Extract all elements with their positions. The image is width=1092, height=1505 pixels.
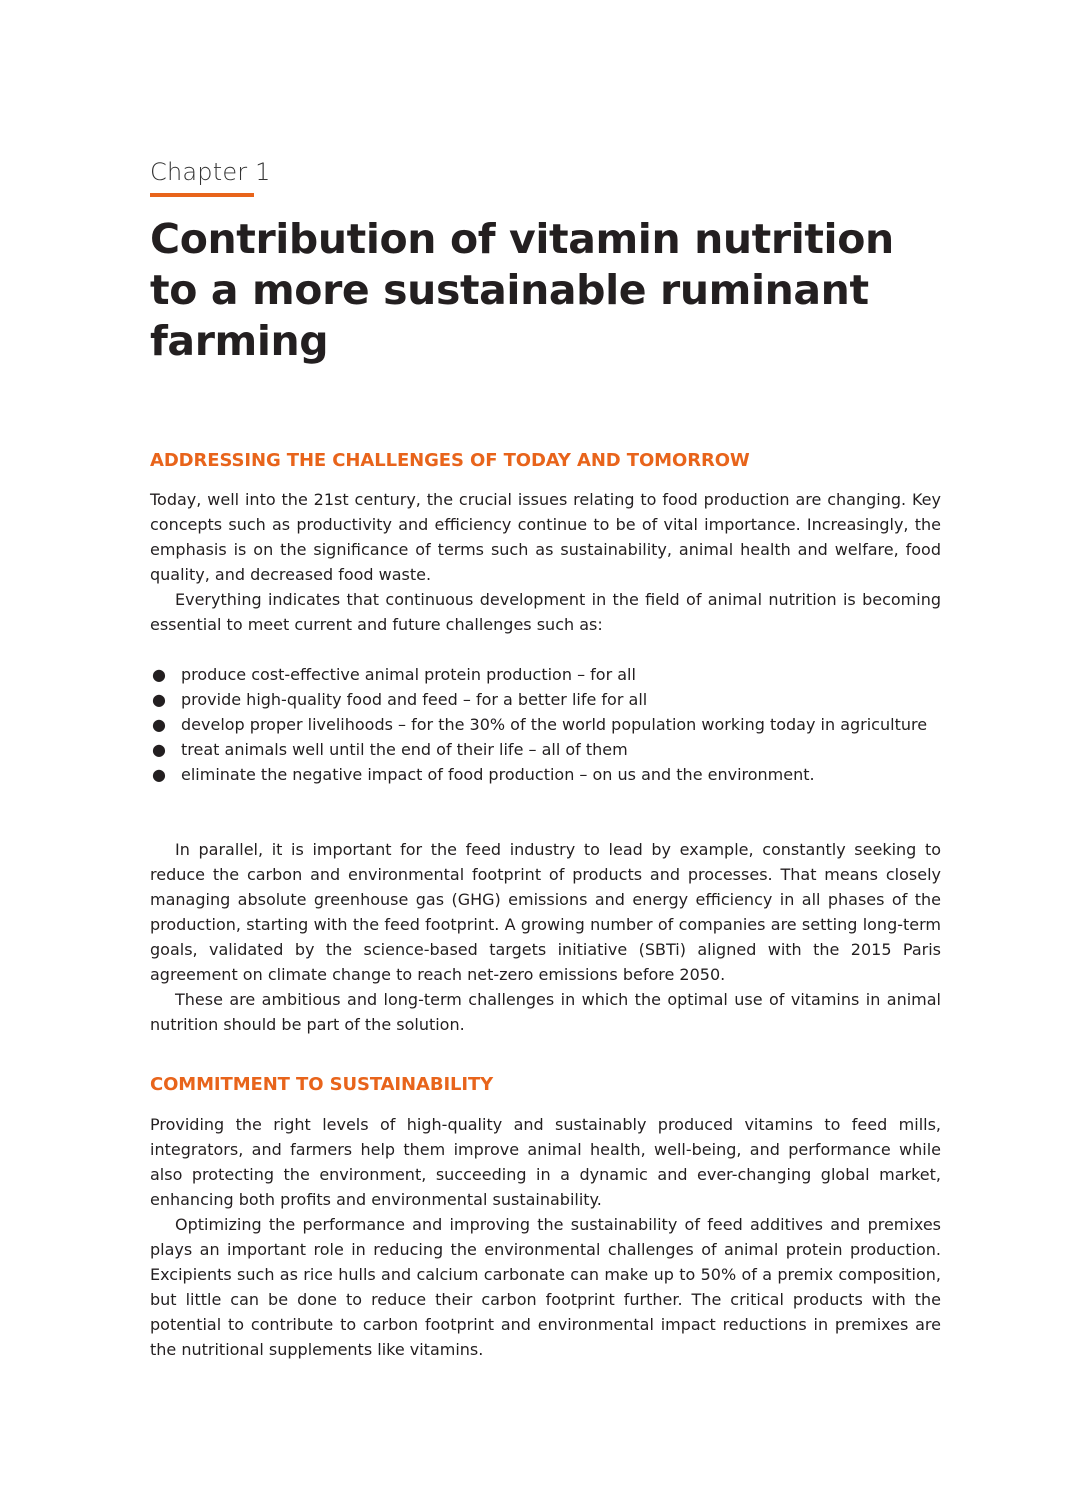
bullet-icon: ●: [152, 715, 166, 734]
section-heading-sustainability: COMMITMENT TO SUSTAINABILITY: [150, 1074, 494, 1095]
list-item: [150, 762, 941, 787]
paragraph: These are ambitious and long-term challenges in which the optimal use of vitamins in animal nutrition should be part of the solution.: [150, 990, 941, 1034]
list-item-text: eliminate the negative impact of food production – on us and the environment.: [181, 765, 815, 784]
list-item-text: produce cost-effective animal protein production – for all: [181, 665, 636, 684]
paragraph: In parallel, it is important for the feed industry to lead by example, constantly seeking to reduce the carbon and environmental footprint of products and processes. That means closely managing absolute greenhouse gas (GHG) emissions and energy efficiency in all phases of the production, starting with the feed footprint. A growing number of companies are setting long-term goals, validated by the science-based targets initiative (SBTi) aligned with the 2015 Paris agreement on climate change to reach net-zero emissions before 2050.: [150, 840, 941, 984]
challenges-list: [150, 662, 941, 787]
list-item-text: provide high-quality food and feed – for a better life for all: [181, 690, 648, 709]
list-item: [150, 737, 941, 762]
paragraph: Everything indicates that continuous development in the field of animal nutrition is becoming essential to meet current and future challenges such as:: [150, 590, 941, 634]
section1-intro: [150, 487, 941, 637]
list-item-text: treat animals well until the end of their life – all of them: [181, 740, 628, 759]
list-item: [150, 712, 941, 737]
paragraph: Optimizing the performance and improving the sustainability of feed additives and premixes plays an important role in reducing the environmental challenges of animal protein production. Excipients such as rice hulls and calcium carbonate can make up to 50% of a premix composition, but little can be done to reduce their carbon footprint further. The critical products with the potential to contribute to carbon footprint and environmental impact reductions in premixes are the nutritional supplements like vitamins.: [150, 1215, 941, 1359]
chapter-label: Chapter 1: [150, 158, 271, 186]
bullet-icon: ●: [152, 765, 166, 784]
chapter-title: Contribution of vitamin nutrition to a more sustainable ruminant farming: [150, 215, 894, 365]
list-item: [150, 662, 941, 687]
section2-body: [150, 1112, 941, 1362]
bullet-icon: ●: [152, 690, 166, 709]
paragraph: Today, well into the 21st century, the crucial issues relating to food production are changing. Key concepts such as productivity and efficiency continue to be of vital importance. Increasingly, the emphasis is on the significance of terms such as sustainability, animal health and welfare, food quality, and decreased food waste.: [150, 490, 941, 584]
section-heading-challenges: ADDRESSING THE CHALLENGES OF TODAY AND TOMORROW: [150, 450, 750, 471]
chapter-accent-rule: [150, 193, 254, 197]
list-item: [150, 687, 941, 712]
list-item-text: develop proper livelihoods – for the 30% of the world population working today in agriculture: [181, 715, 928, 734]
bullet-icon: ●: [152, 740, 166, 759]
paragraph: Providing the right levels of high-quality and sustainably produced vitamins to feed mills, integrators, and farmers help them improve animal health, well-being, and performance while also protecting the environment, succeeding in a dynamic and ever-changing global market, enhancing both profits and environmental sustainability.: [150, 1115, 941, 1209]
bullet-icon: ●: [152, 665, 166, 684]
section1-closing: [150, 837, 941, 1037]
